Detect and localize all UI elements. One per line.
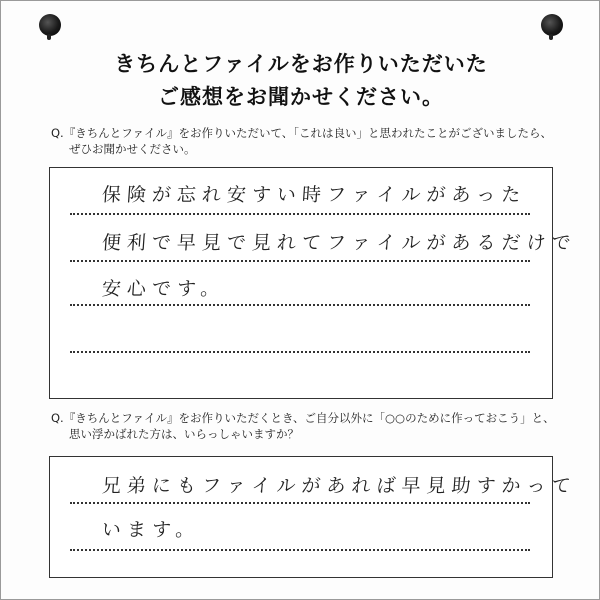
dotted-rule [70,502,530,504]
sheet-title-line-1: きちんとファイルをお作りいただいた [114,52,488,76]
answer-2-line-1: 兄弟にもファイルがあれば早見助すかって [101,475,578,497]
answer-box-2 [49,456,578,578]
dotted-rule [70,213,530,215]
sheet-title-line-2: ご感想をお聞かせください。 [158,85,444,109]
question-2 [51,410,571,442]
answer-2-line-2: います。 [101,519,202,541]
question-1-line-1: Q.『きちんとファイル』をお作りいただいて、「これは良い」と思われたことがございましたら、 [51,126,552,140]
question-1-line-2: ぜひお聞かせください。 [69,142,196,156]
question-2-line-1: Q.『きちんとファイル』をお作りいただくとき、ご自分以外に「○○のために作っておこう」と、 [51,411,555,425]
pushpin-icon [39,14,61,36]
dotted-rule [70,304,530,306]
answer-1-line-3: 安心です。 [101,278,227,300]
question-1 [51,125,571,157]
answer-1-line-2: 便利で早見で見れてファイルがあるだけで [101,232,578,254]
dotted-rule [70,260,530,262]
question-2-line-2: 思い浮かばれた方は、いらっしゃいますか？ [69,427,299,441]
dotted-rule [70,549,530,551]
pushpin-icon [541,14,563,36]
answer-1-line-1: 保険が忘れ安すい時ファイルがあった [101,184,528,206]
answer-box-1 [49,167,578,399]
dotted-rule [70,351,530,353]
